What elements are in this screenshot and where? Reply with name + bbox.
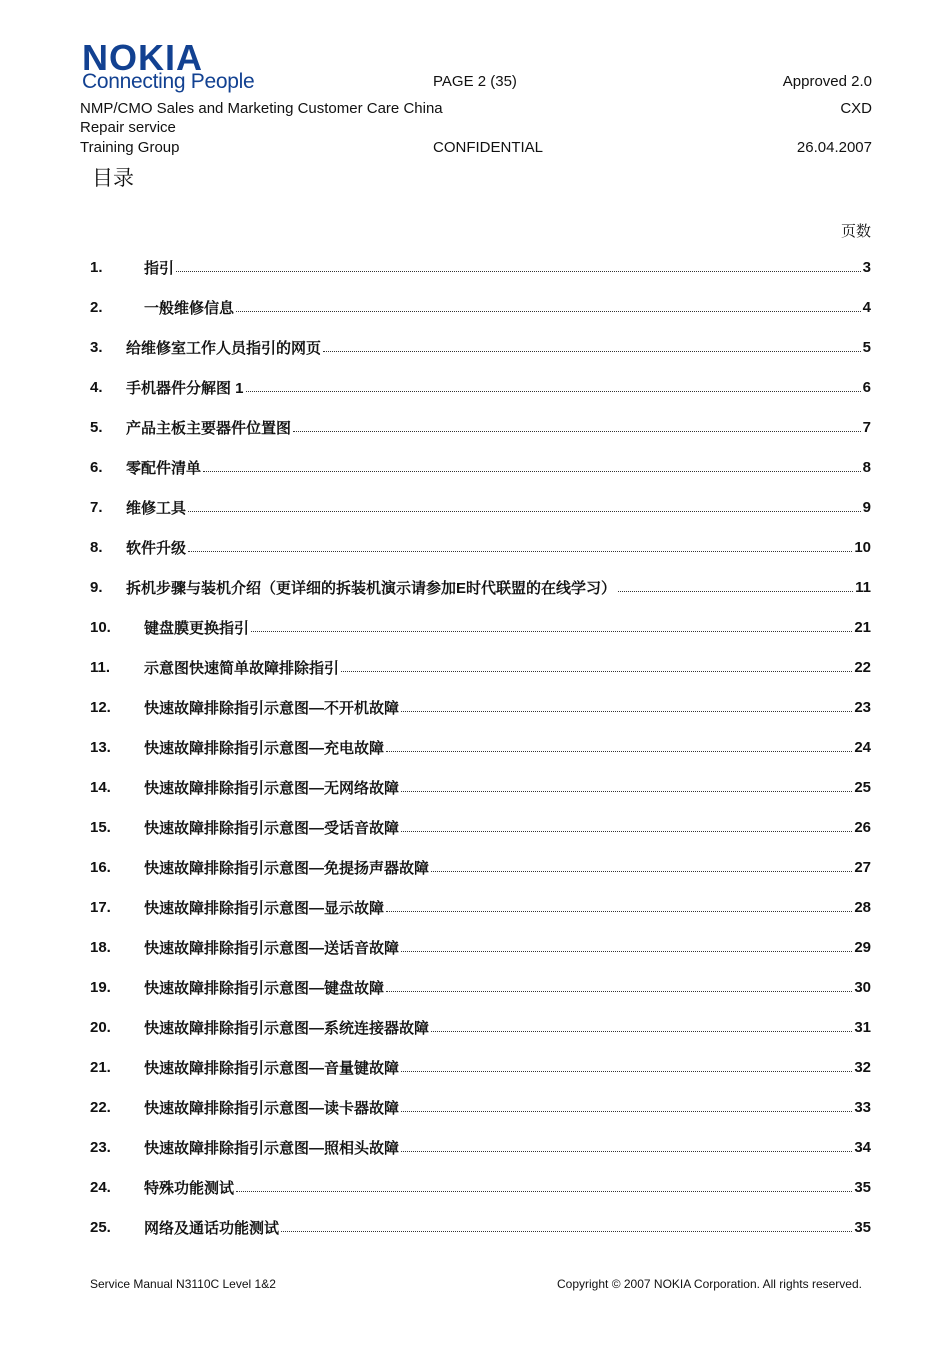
toc-dot-leader (188, 550, 852, 552)
toc-entry-page: 26 (854, 818, 871, 836)
toc-dot-leader (293, 430, 861, 432)
toc-entry-number: 22. (90, 1098, 111, 1116)
toc-entry[interactable] (90, 487, 871, 527)
toc-dot-leader (188, 510, 861, 512)
toc-entry-label: 快速故障排除指引示意图—音量键故障 (144, 1059, 400, 1077)
toc-entry-label: 快速故障排除指引示意图—键盘故障 (144, 979, 385, 997)
toc-entry[interactable] (90, 1087, 871, 1127)
toc-entry-page: 35 (854, 1218, 871, 1236)
toc-entry-label: 零配件清单 (126, 459, 202, 477)
toc-dot-leader (176, 270, 861, 272)
toc-entry-number: 8. (90, 538, 103, 556)
toc-entry-page: 4 (862, 298, 871, 316)
toc-dot-leader (401, 1110, 852, 1112)
toc-entry-number: 16. (90, 858, 111, 876)
toc-dot-leader (386, 990, 852, 992)
toc-entry[interactable] (90, 807, 871, 847)
toc-dot-leader (401, 710, 852, 712)
toc-entry-page: 11 (855, 578, 871, 596)
toc-entry-label: 快速故障排除指引示意图—系统连接器故障 (144, 1019, 430, 1037)
toc-entry[interactable] (90, 687, 871, 727)
toc-entry-number: 17. (90, 898, 111, 916)
footer-copyright: Copyright © 2007 NOKIA Corporation. All rights reserved. (557, 1277, 862, 1291)
pages-column-label: 页数 (840, 223, 871, 240)
footer-manual-name: Service Manual N3110C Level 1&2 (90, 1277, 276, 1291)
confidential-label: CONFIDENTIAL (433, 139, 544, 156)
toc-entry[interactable] (90, 447, 871, 487)
toc-entry-page: 21 (854, 618, 871, 636)
toc-entry-page: 34 (854, 1138, 871, 1156)
toc-entry-label: 特殊功能测试 (144, 1179, 235, 1197)
toc-dot-leader (236, 1190, 852, 1192)
toc-dot-leader (341, 670, 852, 672)
page-number: PAGE 2 (35) (433, 73, 517, 90)
author-code: CXD (840, 100, 872, 117)
toc-entry-page: 24 (854, 738, 871, 756)
toc-entry-page: 7 (862, 418, 871, 436)
toc-entry-page: 5 (862, 338, 871, 356)
toc-entry[interactable] (90, 927, 871, 967)
toc-entry-page: 30 (854, 978, 871, 996)
toc-entry-page: 23 (854, 698, 871, 716)
toc-entry-number: 7. (90, 498, 103, 516)
toc-entry-label: 产品主板主要器件位置图 (126, 419, 292, 437)
toc-entry-number: 5. (90, 418, 103, 436)
toc-entry[interactable] (90, 527, 871, 567)
toc-dot-leader (251, 630, 852, 632)
toc-entry[interactable] (90, 1207, 871, 1247)
toc-entry[interactable] (90, 647, 871, 687)
toc-entry-page: 35 (854, 1178, 871, 1196)
toc-entry[interactable] (90, 407, 871, 447)
table-of-contents (90, 247, 871, 1247)
toc-entry-page: 27 (854, 858, 871, 876)
toc-entry-number: 4. (90, 378, 103, 396)
toc-entry-number: 15. (90, 818, 111, 836)
approval-status: Approved 2.0 (782, 73, 872, 90)
toc-dot-leader (401, 830, 852, 832)
toc-entry-label: 快速故障排除指引示意图—显示故障 (144, 899, 385, 917)
toc-entry[interactable] (90, 1167, 871, 1207)
toc-entry-page: 29 (854, 938, 871, 956)
toc-entry[interactable] (90, 607, 871, 647)
toc-dot-leader (431, 1030, 852, 1032)
toc-dot-leader (401, 790, 852, 792)
toc-entry-label: 快速故障排除指引示意图—读卡器故障 (144, 1099, 400, 1117)
toc-entry-label: 给维修室工作人员指引的网页 (126, 339, 322, 357)
header-line-2: Repair service (80, 119, 176, 136)
toc-entry-number: 1. (90, 258, 103, 276)
toc-entry[interactable] (90, 287, 871, 327)
toc-entry-number: 18. (90, 938, 111, 956)
toc-entry[interactable] (90, 367, 871, 407)
toc-entry-number: 13. (90, 738, 111, 756)
toc-dot-leader (401, 950, 852, 952)
toc-entry-label: 维修工具 (126, 499, 187, 517)
toc-entry-label: 快速故障排除指引示意图—送话音故障 (144, 939, 400, 957)
toc-title: 目录 (92, 167, 134, 190)
toc-entry-number: 24. (90, 1178, 111, 1196)
toc-entry-label: 软件升级 (126, 539, 187, 557)
toc-entry[interactable] (90, 887, 871, 927)
header-line-3: Training Group (80, 139, 180, 156)
toc-entry-label: 快速故障排除指引示意图—无网络故障 (144, 779, 400, 797)
toc-entry-label: 快速故障排除指引示意图—照相头故障 (144, 1139, 400, 1157)
toc-entry-page: 6 (862, 378, 871, 396)
toc-entry-page: 3 (862, 258, 871, 276)
toc-dot-leader (618, 590, 853, 592)
toc-entry[interactable] (90, 1127, 871, 1167)
toc-entry-label: 示意图快速简单故障排除指引 (144, 659, 340, 677)
toc-entry-number: 9. (90, 578, 103, 596)
toc-entry-label: 网络及通话功能测试 (144, 1219, 280, 1237)
toc-entry-page: 8 (862, 458, 871, 476)
toc-dot-leader (386, 910, 852, 912)
department: NMP/CMO Sales and Marketing Customer Care China (80, 100, 443, 117)
toc-dot-leader (203, 470, 861, 472)
toc-dot-leader (431, 870, 852, 872)
document-date: 26.04.2007 (796, 139, 872, 156)
toc-entry-number: 10. (90, 618, 111, 636)
toc-entry-number: 21. (90, 1058, 111, 1076)
toc-entry-label: 手机器件分解图 1 (126, 379, 244, 397)
toc-entry-page: 25 (854, 778, 871, 796)
toc-dot-leader (236, 310, 861, 312)
logo-tagline: Connecting People (82, 70, 255, 93)
toc-entry-page: 32 (854, 1058, 871, 1076)
toc-entry[interactable] (90, 567, 871, 607)
toc-entry-page: 9 (862, 498, 871, 516)
toc-entry[interactable] (90, 1047, 871, 1087)
toc-entry-label: 拆机步骤与装机介绍（更详细的拆装机演示请参加E时代联盟的在线学习） (126, 579, 617, 597)
toc-entry[interactable] (90, 727, 871, 767)
toc-entry-number: 11. (90, 658, 111, 676)
toc-entry[interactable] (90, 767, 871, 807)
toc-entry-label: 快速故障排除指引示意图—免提扬声器故障 (144, 859, 430, 877)
nokia-logo: NOKIA (82, 37, 203, 78)
toc-entry-number: 19. (90, 978, 111, 996)
toc-entry-number: 20. (90, 1018, 111, 1036)
toc-entry-page: 33 (854, 1098, 871, 1116)
toc-entry-number: 14. (90, 778, 111, 796)
toc-entry-number: 25. (90, 1218, 111, 1236)
toc-entry-label: 快速故障排除指引示意图—受话音故障 (144, 819, 400, 837)
toc-entry-page: 28 (854, 898, 871, 916)
toc-entry[interactable] (90, 1007, 871, 1047)
toc-entry-number: 3. (90, 338, 103, 356)
toc-entry[interactable] (90, 327, 871, 367)
toc-entry-page: 22 (854, 658, 871, 676)
toc-dot-leader (281, 1230, 852, 1232)
toc-entry-label: 快速故障排除指引示意图—充电故障 (144, 739, 385, 757)
toc-entry-number: 23. (90, 1138, 111, 1156)
toc-entry[interactable] (90, 247, 871, 287)
toc-entry-label: 指引 (144, 259, 175, 277)
toc-entry-label: 键盘膜更换指引 (144, 619, 250, 637)
toc-entry-number: 2. (90, 298, 103, 316)
toc-dot-leader (246, 390, 861, 392)
toc-entry-page: 10 (854, 538, 871, 556)
toc-dot-leader (401, 1070, 852, 1072)
toc-entry[interactable] (90, 847, 871, 887)
toc-entry-page: 31 (854, 1018, 871, 1036)
toc-dot-leader (386, 750, 852, 752)
toc-entry-number: 6. (90, 458, 103, 476)
toc-entry[interactable] (90, 967, 871, 1007)
toc-entry-label: 快速故障排除指引示意图—不开机故障 (144, 699, 400, 717)
page-header (80, 37, 872, 160)
toc-entry-label: 一般维修信息 (144, 299, 235, 317)
toc-dot-leader (323, 350, 861, 352)
toc-dot-leader (401, 1150, 852, 1152)
toc-entry-number: 12. (90, 698, 111, 716)
